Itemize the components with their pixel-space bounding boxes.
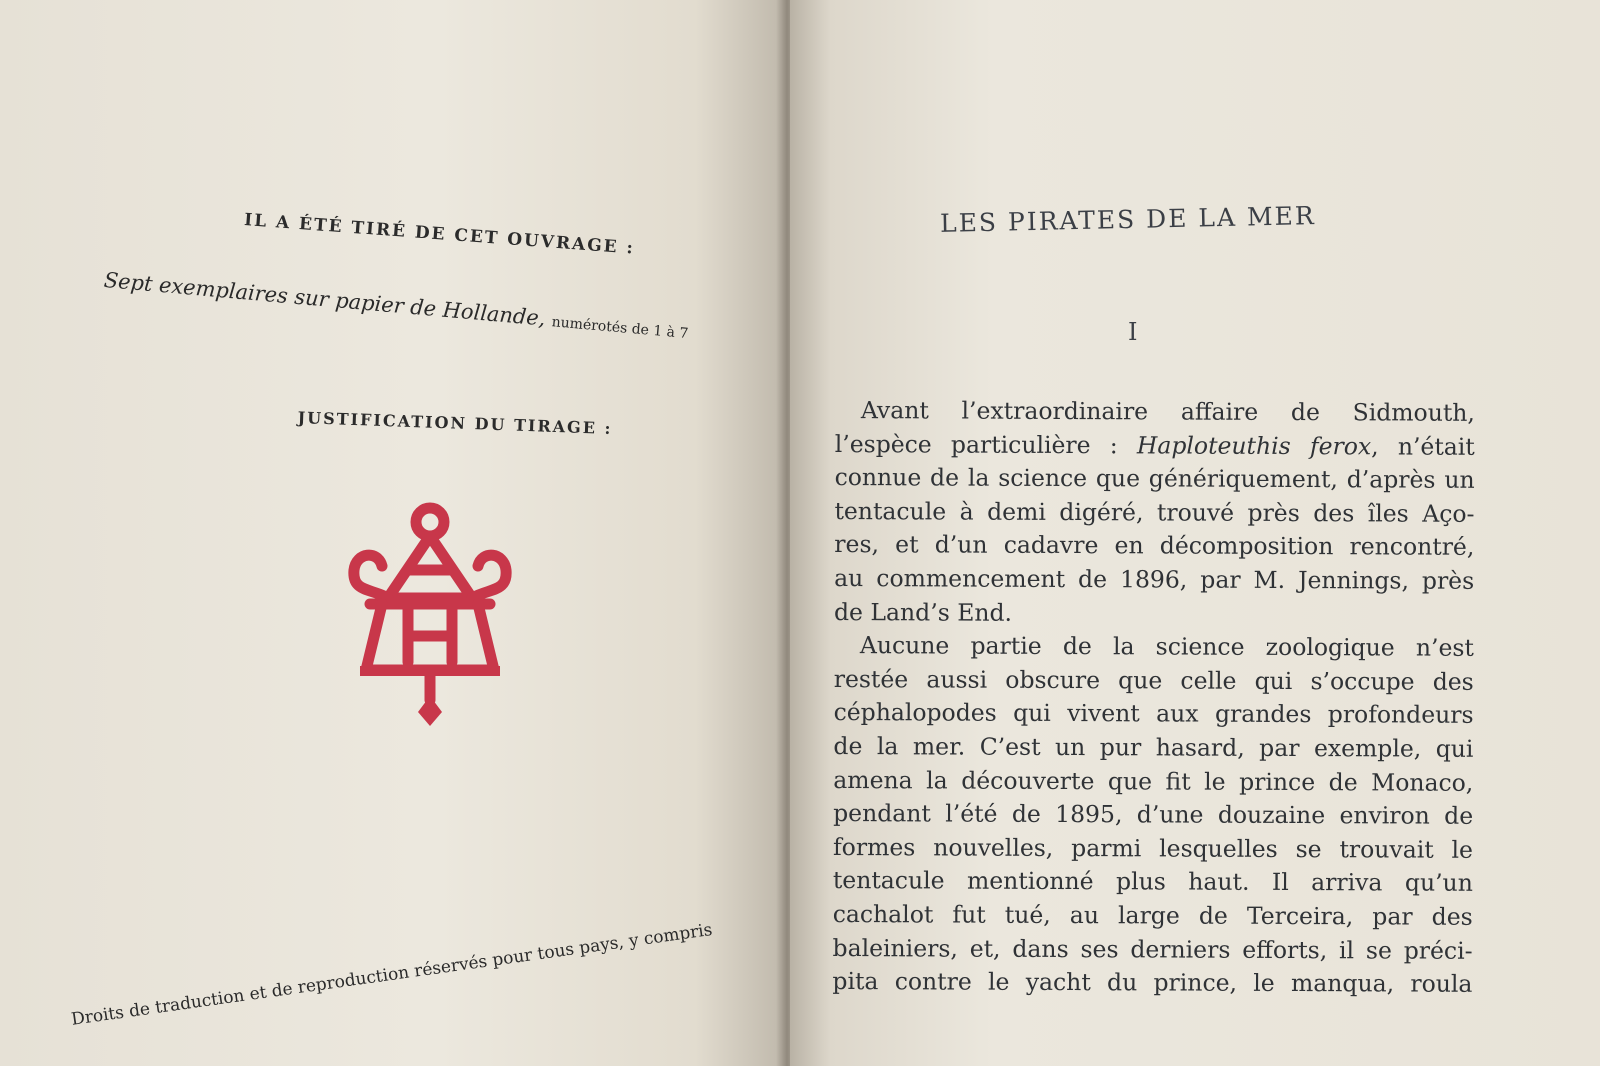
- copies-statement-numbering: numérotés de 1 à 7: [551, 314, 689, 343]
- page-title: LES PIRATES DE LA MER: [939, 201, 1316, 238]
- body-text: [832, 394, 1475, 1001]
- text-line: [833, 831, 1473, 867]
- text-line-part: formes nouvelles, parmi lesquelles se trouvait le: [832, 832, 1474, 864]
- text-line-part: tentacule à demi digéré, trouvé près des îles Aço-: [834, 496, 1475, 528]
- text-line-part: céphalopodes qui vivent aux grandes profondeurs: [833, 698, 1474, 730]
- text-line-part: connue de la science que génériquement, d’après un: [834, 463, 1475, 494]
- text-line: [833, 931, 1473, 967]
- text-line: [832, 965, 1472, 1001]
- tirage-heading: IL A ÉTÉ TIRÉ DE CET OUVRAGE :: [243, 210, 636, 259]
- text-line: [833, 864, 1473, 900]
- copies-statement: [103, 268, 690, 343]
- text-line: [833, 730, 1473, 766]
- species-name: Haploteuthis ferox: [1136, 430, 1372, 460]
- text-line: [835, 394, 1475, 430]
- rights-footnote: Droits de traduction et de reproduction réservés pour tous pays, y compris: [70, 919, 714, 1030]
- text-line: [834, 562, 1474, 598]
- text-line-part: amena la découverte que fit le prince de Monaco,: [833, 765, 1474, 797]
- text-line: [834, 663, 1474, 699]
- chapter-number: I: [1128, 318, 1138, 346]
- text-line-part: tentacule mentionné plus haut. Il arriva qu’un: [832, 866, 1473, 898]
- copies-statement-italic: Sept exemplaires sur papier de Hollande,: [102, 268, 547, 331]
- text-line: [833, 898, 1473, 934]
- justification-heading: JUSTIFICATION DU TIRAGE :: [297, 408, 613, 438]
- text-line-part: restée aussi obscure que celle qui s’occupe des: [833, 664, 1474, 696]
- ornamental-printer-mark-icon: [330, 500, 530, 730]
- text-line-part: pita contre le yacht du prince, le manqua, roula: [832, 967, 1473, 998]
- text-line: [834, 495, 1474, 531]
- text-line-part: Avant l’extraordinaire affaire de Sidmouth,: [860, 396, 1475, 427]
- text-line-part: au commencement de 1896, par M. Jennings, près: [834, 563, 1475, 595]
- left-page: [0, 0, 790, 1066]
- text-line: [834, 596, 1474, 632]
- text-line: [835, 428, 1475, 464]
- text-line: [834, 629, 1474, 665]
- text-line: [833, 764, 1473, 800]
- text-line-part: de la mer. C’est un pur hasard, par exemple, qui: [833, 731, 1474, 763]
- text-line-part: l’espèce particulière :: [834, 429, 1137, 459]
- text-line-part: de Land’s End.: [833, 597, 1013, 627]
- text-line-part: pendant l’été de 1895, d’une douzaine environ de: [833, 799, 1474, 830]
- text-line-part: baleiniers, et, dans ses derniers efforts, il se préci-: [832, 933, 1473, 965]
- text-line: [834, 528, 1474, 564]
- text-line: [834, 696, 1474, 732]
- text-line-part: res, et d’un cadavre en décomposition rencontré,: [834, 530, 1475, 562]
- text-line: [833, 797, 1473, 833]
- text-line: [835, 461, 1475, 497]
- text-line-part: cachalot fut tué, au large de Terceira, par des: [832, 899, 1473, 931]
- text-line-part: Aucune partie de la science zoologique n’est: [859, 631, 1474, 662]
- text-line-part: , n’était: [1371, 431, 1475, 461]
